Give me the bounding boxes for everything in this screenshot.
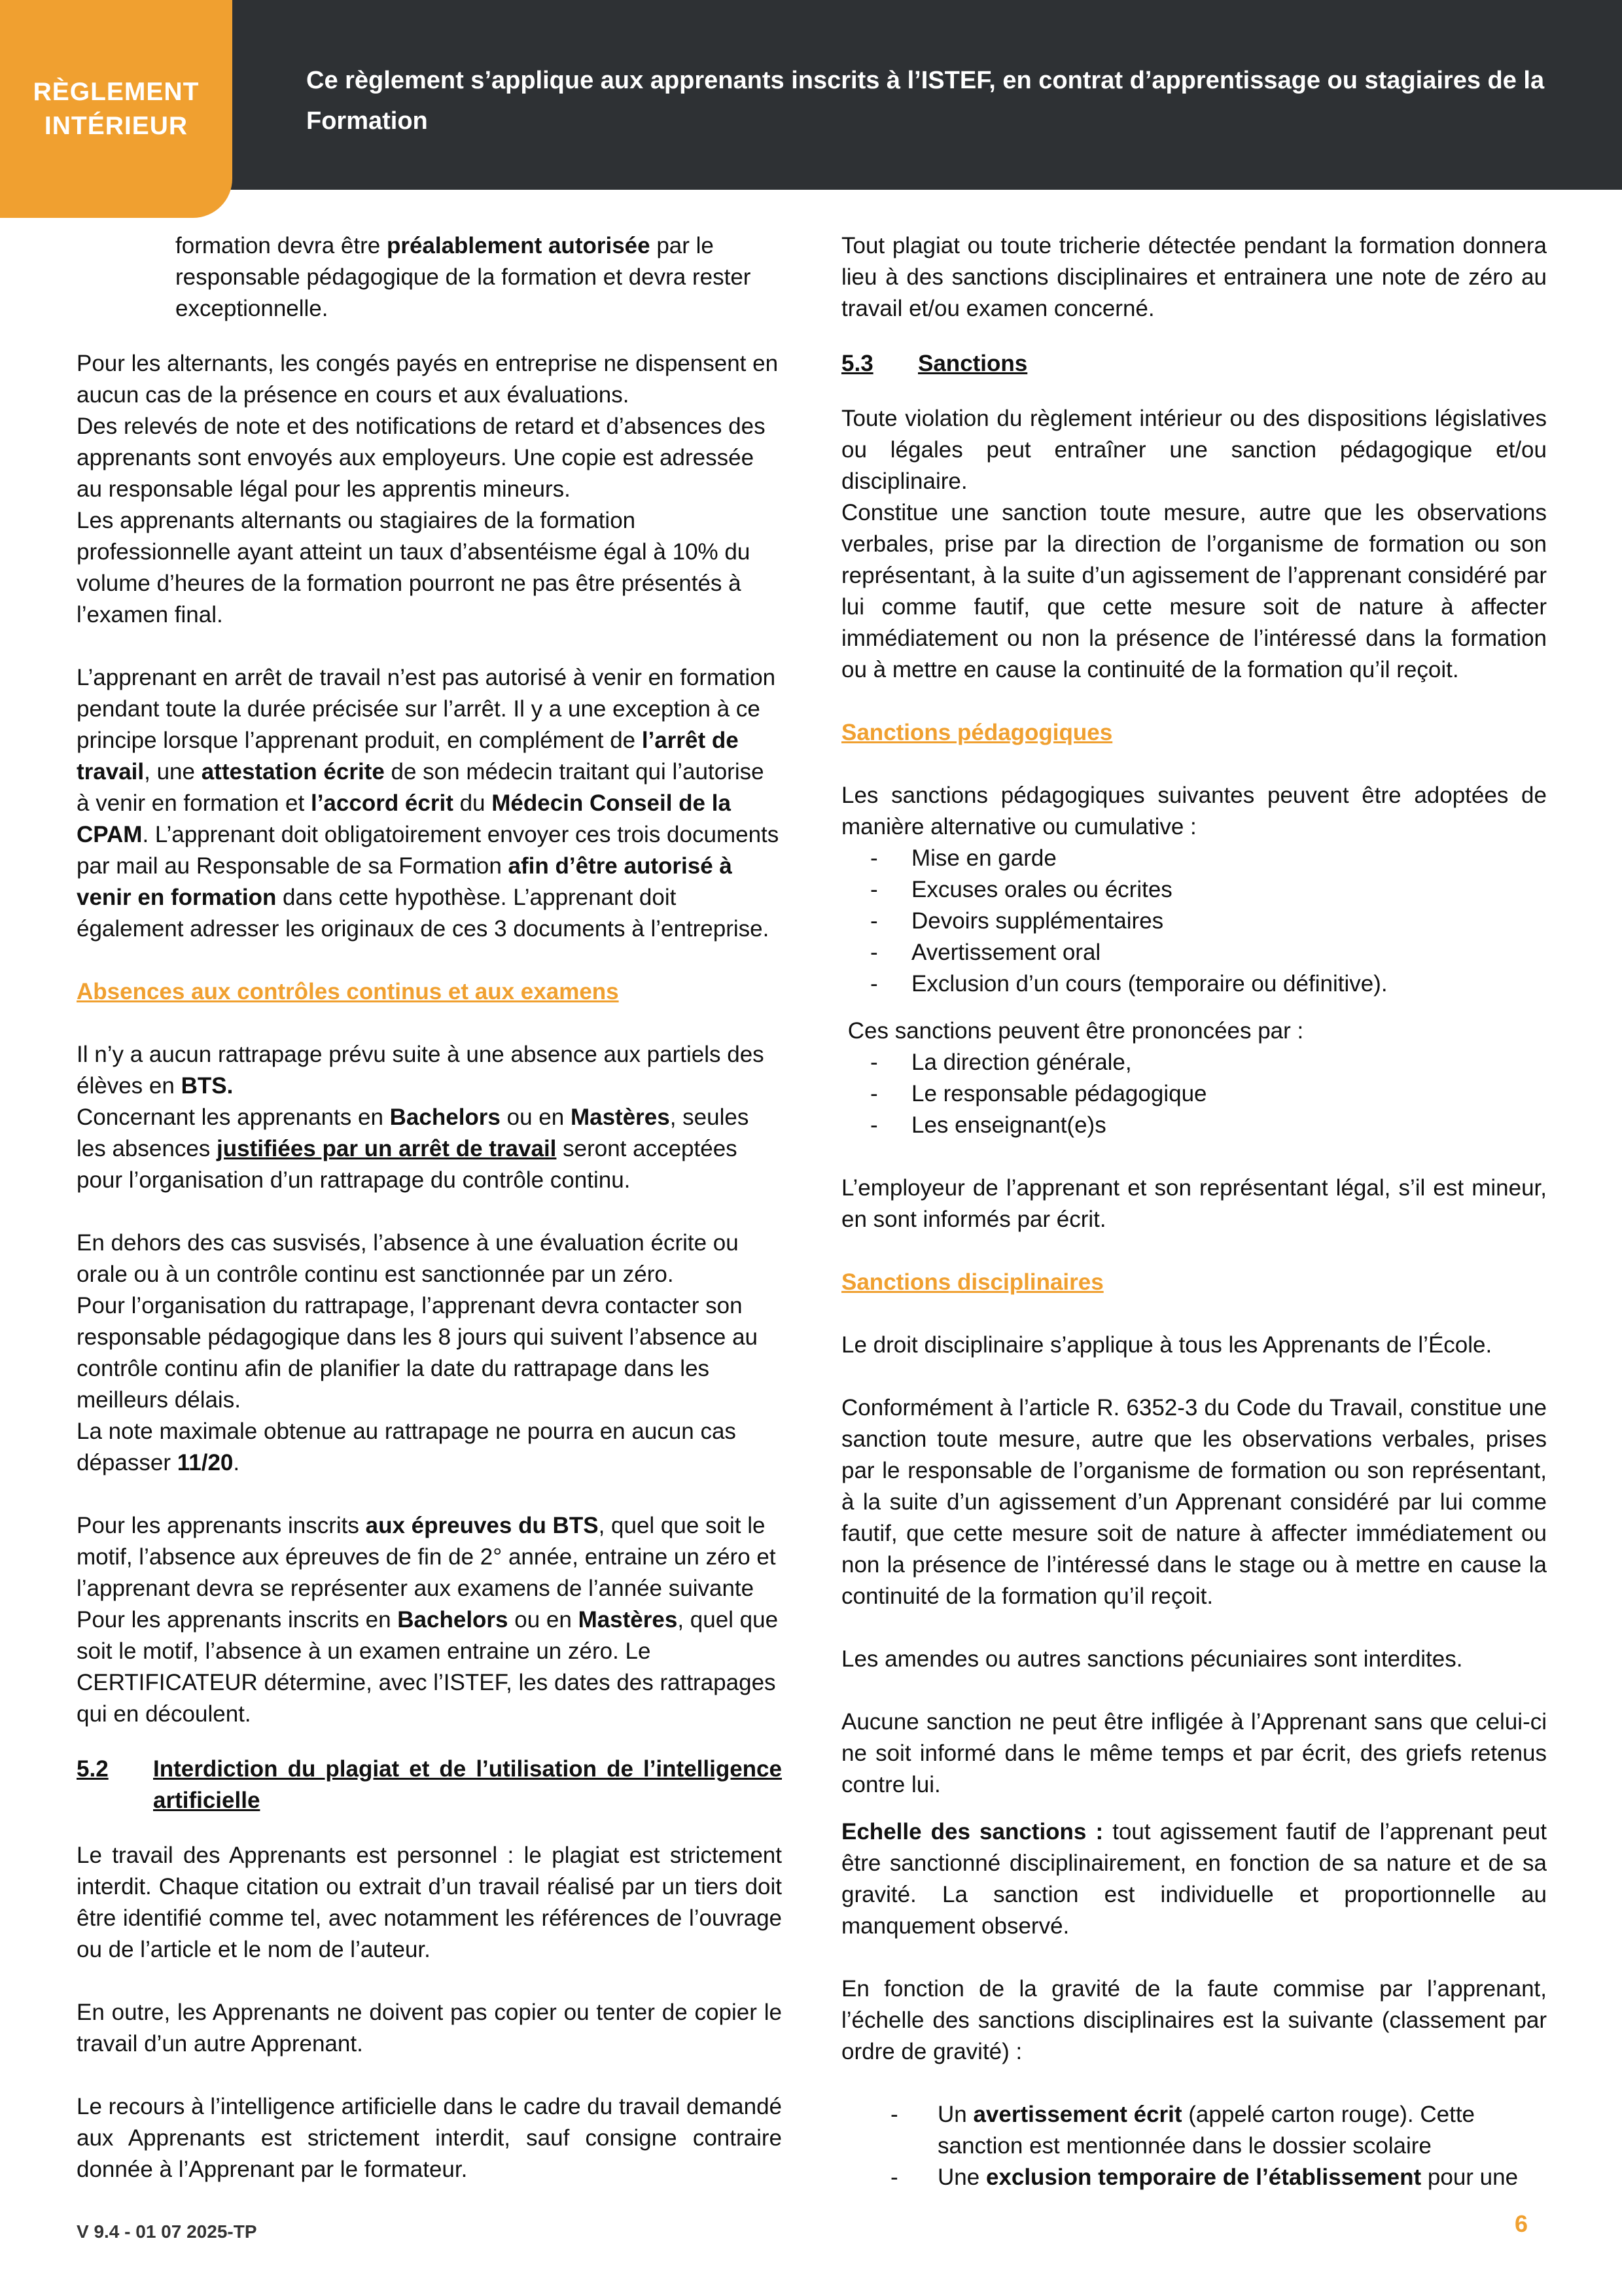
sanction-authority-list (841, 1047, 1547, 1141)
paragraph: Le recours à l’intelligence artificielle dans le cadre du travail demandé aux Apprenants est strictement interdit, sauf consigne contraire donnée à l’Apprenant par le formateur. (77, 2094, 782, 2182)
pedagogical-sanctions-heading: Sanctions pédagogiques (841, 720, 1113, 745)
paragraph: Ces sanctions peuvent être prononcées par : (841, 1018, 1304, 1044)
paragraph: Tout plagiat ou toute tricherie détectée pendant la formation donnera lieu à des sanctions disciplinaires et entrainera une note de zéro au travail et/ou examen concerné. (841, 233, 1547, 321)
document-badge (0, 0, 232, 218)
paragraph: Concernant les apprenants en Bachelors ou en Mastères, seules les absences justifiées par un arrêt de travail seront acceptées pour l’organisation d’un rattrapage du contrôle continu. (77, 1104, 749, 1193)
badge-line-1: RÈGLEMENT (33, 77, 200, 106)
paragraph: En fonction de la gravité de la faute commise par l’apprenant, l’échelle des sanctions disciplinaires est la suivante (classement par ordre de gravité) : (841, 1976, 1547, 2064)
page-number: 6 (1515, 2210, 1528, 2237)
paragraph: En outre, les Apprenants ne doivent pas copier ou tenter de copier le travail d’un autre Apprenant. (77, 2000, 782, 2057)
paragraph: Les sanctions pédagogiques suivantes peuvent être adoptées de manière alternative ou cumulative : (841, 783, 1547, 839)
pedagogical-sanctions-list (841, 843, 1547, 1000)
sick-leave-paragraph: L’apprenant en arrêt de travail n’est pas autorisé à venir en formation pendant toute la durée précisée sur l’arrêt. Il y a une exception à ce principe lorsque l’apprenant produit, en complément de l’arrêt de travail, une attestation écrite de son médecin traitant qui l’autorise à venir en formation et l’accord écrit du Médecin Conseil de la CPAM. L’apprenant doit obligatoirement envoyer ces trois documents par mail au Responsable de sa Formation afin d’être autorisé à venir en formation dans cette hypothèse. L’apprenant doit également adresser les originaux de ces 3 documents à l’entreprise. (77, 665, 779, 942)
badge-line-2: INTÉRIEUR (44, 111, 188, 140)
paragraph: En dehors des cas susvisés, l’absence à une évaluation écrite ou orale ou à un contrôle continu est sanctionnée par un zéro. (77, 1230, 739, 1287)
paragraph: Constitue une sanction toute mesure, autre que les observations verbales, prise par la direction de l’organisme de formation ou son représentant, à la suite d’un agissement de l’apprenant considéré par lui comme fautif, que cette mesure soit de nature à affecter immédiatement ou non la présence de l’intéressé dans la formation ou à mettre en cause la continuité de la formation qu’il reçoit. (841, 500, 1547, 682)
disciplinary-scale-list (841, 2099, 1547, 2193)
paragraph: Le droit disciplinaire s’applique à tous les Apprenants de l’École. (841, 1332, 1492, 1358)
paragraph: Le travail des Apprenants est personnel : le plagiat est strictement interdit. Chaque citation ou extrait d’un travail réalisé par un tiers doit être identifié comme tel, avec notamment les références de l’ouvrage ou de l’article et le nom de l’auteur. (77, 1843, 782, 1962)
list-item: - Devoirs supplémentaires (870, 908, 1164, 934)
list-item: - Exclusion d’un cours (temporaire ou définitive). (870, 971, 1388, 997)
paragraph: L’employeur de l’apprenant et son représentant légal, s’il est mineur, en sont informés par écrit. (841, 1175, 1547, 1232)
paragraph: Pour l’organisation du rattrapage, l’apprenant devra contacter son responsable pédagogique dans les 8 jours qui suivent l’absence au contrôle continu afin de planifier la date du rattrapage dans les meilleurs délais. (77, 1293, 758, 1413)
header-title: Ce règlement s’applique aux apprenants inscrits à l’ISTEF, en contrat d’apprentissage ou stagiaires de la Formation (306, 67, 1545, 135)
paragraph: Il n’y a aucun rattrapage prévu suite à une absence aux partiels des élèves en BTS. (77, 1042, 764, 1099)
paragraph: La note maximale obtenue au rattrapage ne pourra en aucun cas dépasser 11/20. (77, 1419, 736, 1475)
absences-heading: Absences aux contrôles continus et aux examens (77, 979, 619, 1004)
paragraph: Pour les apprenants inscrits aux épreuves du BTS, quel que soit le motif, l’absence aux épreuves de fin de 2° année, entraine un zéro et l’apprenant devra se représenter aux examens de l’année suivante (77, 1513, 776, 1601)
paragraph: Pour les alternants, les congés payés en entreprise ne dispensent en aucun cas de la présence en cours et aux évaluations. (77, 351, 779, 408)
paragraph: Pour les apprenants inscrits en Bachelors ou en Mastères, quel que soit le motif, l’absence à un examen entraine un zéro. Le CERTIFICATEUR détermine, avec l’ISTEF, les dates des rattrapages qui en découlent. (77, 1607, 779, 1727)
paragraph: Aucune sanction ne peut être infligée à l’Apprenant sans que celui-ci ne soit informé dans le même temps et par écrit, des griefs retenus contre lui. (841, 1709, 1547, 1797)
list-item: - Avertissement oral (870, 940, 1101, 965)
list-item: - Le responsable pédagogique (870, 1081, 1207, 1106)
paragraph: Des relevés de note et des notifications de retard et d’absences des apprenants sont envoyés aux employeurs. Une copie est adressée au responsable légal pour les apprentis mineurs. (77, 414, 766, 502)
list-item: - Un avertissement écrit (appelé carton rouge). Cette sanction est mentionnée dans le dossier scolaire (890, 2102, 1475, 2159)
paragraph: Les apprenants alternants ou stagiaires de la formation professionnelle ayant atteint un taux d’absentéisme égal à 10% du volume d’heures de la formation pourront ne pas être présentés à l’examen final. (77, 508, 750, 627)
paragraph: Echelle des sanctions : tout agissement fautif de l’apprenant peut être sanctionné disciplinairement, en fonction de sa nature et de sa gravité. La sanction est individuelle et proportionnelle au manquement observé. (841, 1819, 1547, 1939)
list-item: - Excuses orales ou écrites (870, 877, 1172, 902)
left-intro-paragraph: formation devra être préalablement autorisée par le responsable pédagogique de la formation et devra rester exceptionnelle. (175, 233, 751, 321)
section-5-3-heading: 5.3 Sanctions (841, 351, 1028, 376)
list-item: - La direction générale, (870, 1050, 1132, 1075)
left-column (77, 230, 782, 2185)
right-column (841, 230, 1547, 2193)
list-item: - Mise en garde (870, 845, 1057, 871)
paragraph: Les amendes ou autres sanctions pécuniaires sont interdites. (841, 1646, 1463, 1672)
version-footer: V 9.4 - 01 07 2025-TP (77, 2221, 257, 2242)
paragraph: Toute violation du règlement intérieur ou des dispositions législatives ou légales peut entraîner une sanction pédagogique et/ou disciplinaire. (841, 406, 1547, 494)
disciplinary-sanctions-heading: Sanctions disciplinaires (841, 1269, 1104, 1295)
list-item: - Les enseignant(e)s (870, 1112, 1106, 1138)
list-item: - Une exclusion temporaire de l’établissement pour une (890, 2164, 1519, 2190)
section-5-2-heading: 5.2 Interdiction du plagiat et de l’utilisation de l’intelligence artificielle (77, 1756, 782, 1813)
paragraph: Conformément à l’article R. 6352-3 du Code du Travail, constitue une sanction toute mesure, autre que les observations verbales, prises par le responsable de l’organisme de formation ou son représentant, à la suite d’un agissement d’un Apprenant considéré par lui comme fautif, que cette mesure soit de nature à affecter immédiatement ou non la présence de l’intéressé dans le stage ou à mettre en cause la continuité de la formation qu’il reçoit. (841, 1395, 1547, 1609)
